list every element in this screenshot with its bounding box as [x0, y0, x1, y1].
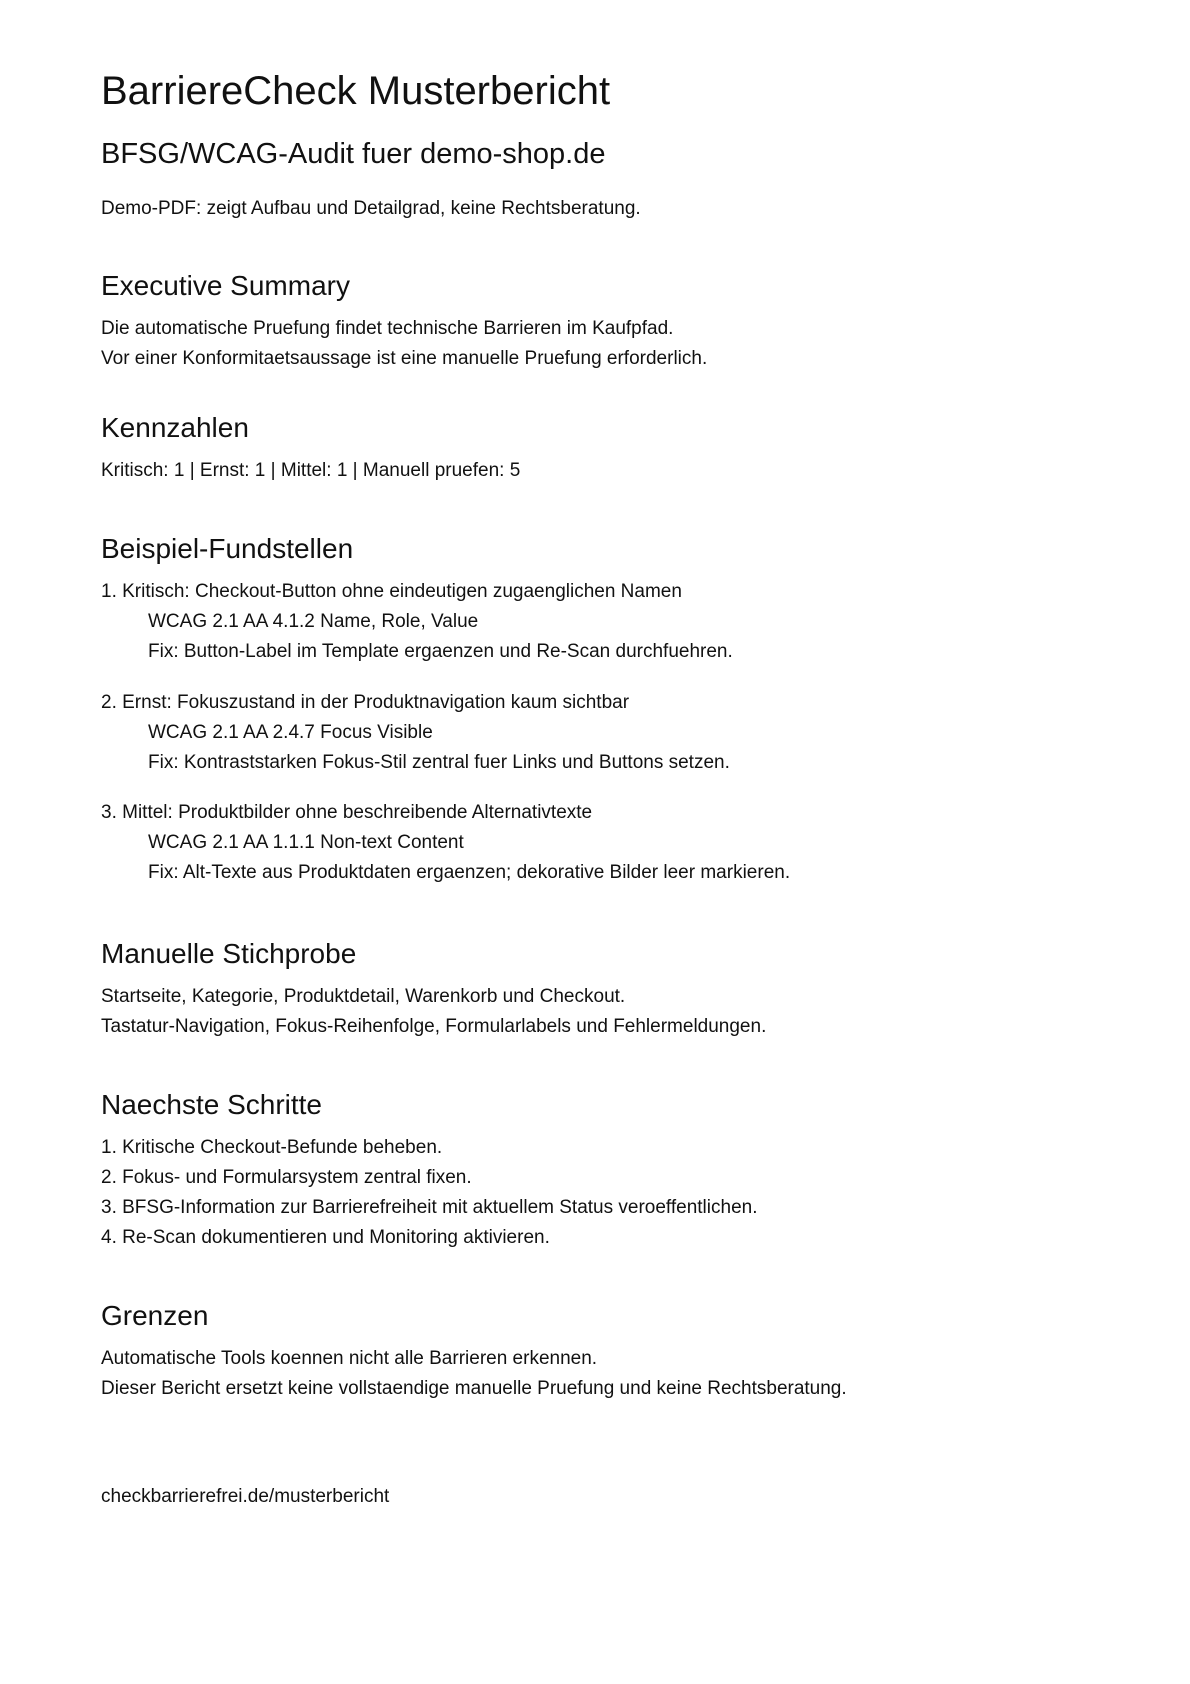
executive-summary-heading: Executive Summary	[101, 270, 350, 301]
finding-fix: Fix: Button-Label im Template ergaenzen und Re-Scan durchfuehren.	[148, 641, 733, 662]
grenzen-line: Dieser Bericht ersetzt keine vollstaendige manuelle Pruefung und keine Rechtsberatung.	[101, 1378, 847, 1399]
finding-wcag: WCAG 2.1 AA 2.4.7 Focus Visible	[148, 722, 433, 743]
finding-fix: Fix: Alt-Texte aus Produktdaten ergaenzen; dekorative Bilder leer markieren.	[148, 862, 791, 883]
stichprobe-line: Tastatur-Navigation, Fokus-Reihenfolge, Formularlabels und Fehlermeldungen.	[101, 1016, 767, 1037]
executive-summary-line: Die automatische Pruefung findet technische Barrieren im Kaufpfad.	[101, 318, 674, 339]
kennzahlen-line: Kritisch: 1 | Ernst: 1 | Mittel: 1 | Manuell pruefen: 5	[101, 460, 521, 481]
finding-wcag: WCAG 2.1 AA 1.1.1 Non-text Content	[148, 832, 464, 853]
schritte-heading: Naechste Schritte	[101, 1089, 322, 1120]
schritte-line: 3. BFSG-Information zur Barrierefreiheit mit aktuellem Status veroeffentlichen.	[101, 1197, 758, 1218]
grenzen-heading: Grenzen	[101, 1300, 209, 1331]
finding-wcag: WCAG 2.1 AA 4.1.2 Name, Role, Value	[148, 611, 479, 632]
finding-fix: Fix: Kontraststarken Fokus-Stil zentral fuer Links und Buttons setzen.	[148, 752, 730, 773]
footer-url: checkbarrierefrei.de/musterbericht	[101, 1486, 390, 1507]
executive-summary-line: Vor einer Konformitaetsaussage ist eine manuelle Pruefung erforderlich.	[101, 348, 708, 369]
grenzen-line: Automatische Tools koennen nicht alle Barrieren erkennen.	[101, 1348, 598, 1369]
schritte-line: 4. Re-Scan dokumentieren und Monitoring aktivieren.	[101, 1227, 550, 1248]
kennzahlen-heading: Kennzahlen	[101, 412, 249, 443]
disclaimer-note: Demo-PDF: zeigt Aufbau und Detailgrad, keine Rechtsberatung.	[101, 198, 641, 219]
finding-title: 3. Mittel: Produktbilder ohne beschreibende Alternativtexte	[101, 802, 593, 823]
report-subtitle: BFSG/WCAG-Audit fuer demo-shop.de	[101, 138, 606, 170]
stichprobe-heading: Manuelle Stichprobe	[101, 938, 357, 969]
finding-title: 2. Ernst: Fokuszustand in der Produktnavigation kaum sichtbar	[101, 692, 630, 713]
schritte-line: 2. Fokus- und Formularsystem zentral fixen.	[101, 1167, 472, 1188]
finding-title: 1. Kritisch: Checkout-Button ohne eindeutigen zugaenglichen Namen	[101, 581, 682, 602]
schritte-line: 1. Kritische Checkout-Befunde beheben.	[101, 1137, 443, 1158]
report-title: BarriereCheck Musterbericht	[101, 69, 611, 113]
stichprobe-line: Startseite, Kategorie, Produktdetail, Warenkorb und Checkout.	[101, 986, 626, 1007]
fundstellen-heading: Beispiel-Fundstellen	[101, 533, 354, 564]
